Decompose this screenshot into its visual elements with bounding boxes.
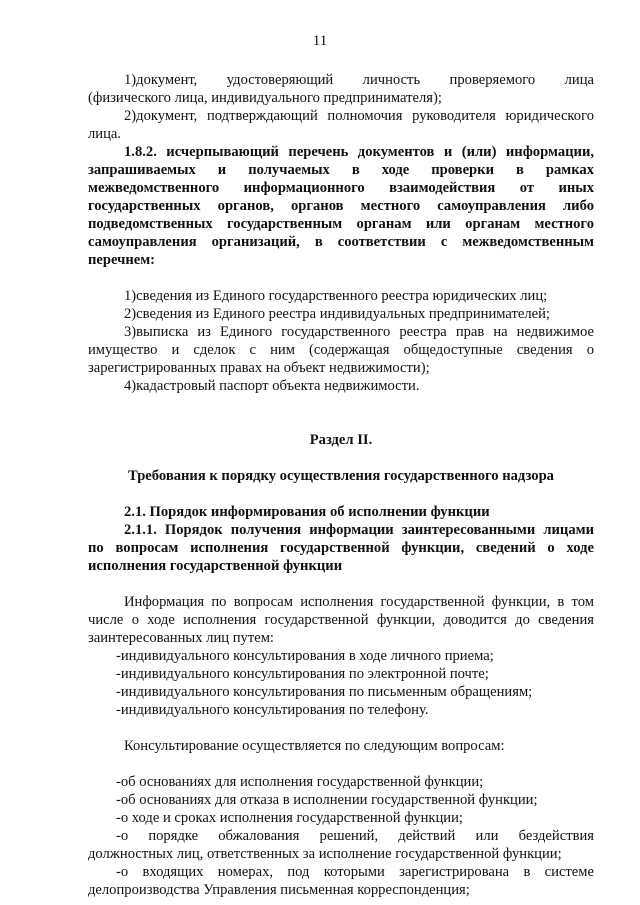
section-title: Требования к порядку осуществления государственного надзора — [128, 468, 554, 484]
consult-topic-2: -об основаниях для отказа в исполнении государственной функции; — [116, 792, 538, 808]
consult-method-1: -индивидуального консультирования в ходе личного приема; — [116, 648, 494, 664]
info-paragraph-line-2: числе о ходе исполнения государственной функции, доводится до сведения — [88, 612, 594, 628]
clause-2-1: 2.1. Порядок информирования об исполнении функции — [124, 504, 490, 520]
consult-method-4: -индивидуального консультирования по телефону. — [116, 702, 429, 718]
info-item-4: 4)кадастровый паспорт объекта недвижимости. — [124, 378, 420, 394]
clause-1-8-2-line-5: подведомственных государственным органам или органам местного — [88, 216, 594, 232]
info-paragraph-line-3: заинтересованных лиц путем: — [88, 630, 274, 646]
section-heading: Раздел II. — [309, 432, 373, 448]
info-paragraph-line-1: Информация по вопросам исполнения государственной функции, в том — [124, 594, 594, 610]
info-item-3-line-2: имущество и сделок с ним (содержащая общедоступные сведения о — [88, 342, 594, 358]
consult-method-2: -индивидуального консультирования по электронной почте; — [116, 666, 489, 682]
consult-topic-4-line-1: -о порядке обжалования решений, действий или бездействия — [116, 828, 594, 844]
clause-1-8-2-line-1: 1.8.2. исчерпывающий перечень документов и (или) информации, — [124, 144, 594, 160]
info-item-3-line-3: зарегистрированных правах на объект недвижимости); — [88, 360, 430, 376]
clause-2-1-1-line-3: исполнения государственной функции — [88, 558, 343, 574]
info-item-2: 2)сведения из Единого реестра индивидуальных предпринимателей; — [124, 306, 550, 322]
consult-topic-4-line-2: должностных лиц, ответственных за исполнение государственной функции; — [88, 846, 562, 862]
docs-item-2-line-1: 2)документ, подтверждающий полномочия руководителя юридического — [124, 108, 594, 124]
docs-item-2-line-2: лица. — [88, 126, 122, 142]
consult-topic-5-line-2: делопроизводства Управления письменная корреспонденция; — [88, 882, 470, 898]
consult-topic-1: -об основаниях для исполнения государственной функции; — [116, 774, 484, 790]
clause-1-8-2-line-7: перечнем: — [88, 252, 156, 268]
clause-1-8-2-line-3: межведомственного информационного взаимодействия от иных — [88, 180, 594, 196]
clause-1-8-2-line-6: самоуправления организаций, в соответствии с межведомственным — [88, 234, 594, 250]
clause-2-1-1-line-1: 2.1.1. Порядок получения информации заинтересованными лицами — [124, 522, 594, 538]
clause-2-1-1-line-2: по вопросам исполнения государственной функции, сведений о ходе — [88, 540, 594, 556]
page-number: 11 — [312, 33, 328, 49]
consult-topic-5-line-1: -о входящих номерах, под которыми зарегистрирована в системе — [116, 864, 594, 880]
docs-item-1-line-2: (физического лица, индивидуального предпринимателя); — [88, 90, 442, 106]
consult-method-3: -индивидуального консультирования по письменным обращениям; — [116, 684, 533, 700]
docs-item-1-line-1: 1)документ, удостоверяющий личность проверяемого лица — [124, 72, 594, 88]
consult-topic-3: -о ходе и сроках исполнения государственной функции; — [116, 810, 463, 826]
info-item-1: 1)сведения из Единого государственного реестра юридических лиц; — [124, 288, 548, 304]
consult-intro: Консультирование осуществляется по следующим вопросам: — [124, 738, 505, 754]
info-item-3-line-1: 3)выписка из Единого государственного реестра прав на недвижимое — [124, 324, 594, 340]
clause-1-8-2-line-4: государственных органов, органов местного самоуправления либо — [88, 198, 594, 214]
clause-1-8-2-line-2: запрашиваемых и получаемых в ходе проверки в рамках — [88, 162, 594, 178]
